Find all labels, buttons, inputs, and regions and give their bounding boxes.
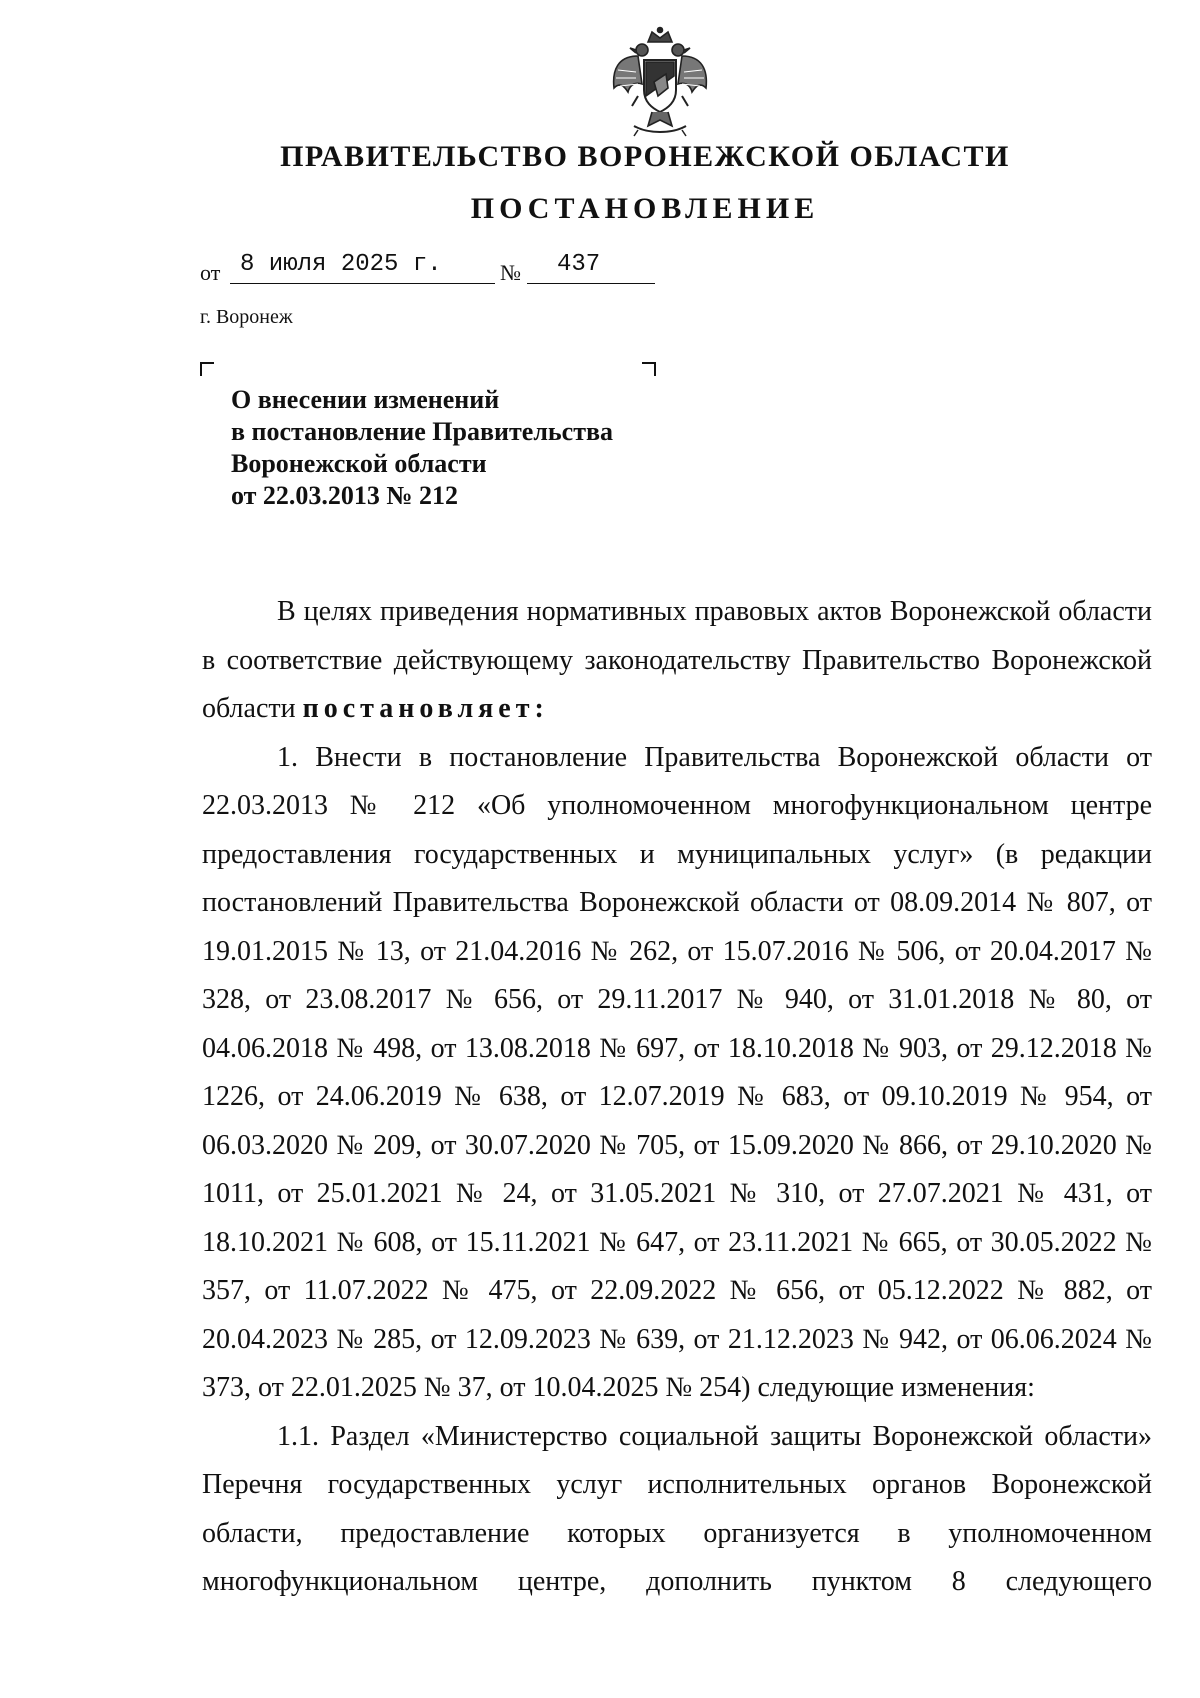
subject-line: от 22.03.2013 № 212 (231, 481, 459, 510)
date-prefix: от (200, 260, 221, 285)
item-1-1-paragraph: 1.1. Раздел «Министерство социальной защиты Воронежской области» Перечня государственных услуг исполнительных органов Воронежской области, предоставление которых организуется в уполномоченном многофункциональном центре, дополнить пунктом 8 следующего (202, 1420, 1152, 1597)
document-body (202, 588, 1152, 1607)
date-number-line (200, 250, 720, 290)
government-title: ПРАВИТЕЛЬСТВО ВОРОНЕЖСКОЙ ОБЛАСТИ (280, 140, 1010, 173)
subject-line: Воронежской области (231, 449, 487, 478)
document-date: 8 июля 2025 г. (230, 250, 495, 284)
item-1-paragraph: 1. Внести в постановление Правительства Воронежской области от 22.03.2013 № 212 «Об уполномоченном многофункциональном центре предоставления государственных и муниципальных услуг» (в редакции постановлений Правительства Воронежской области от 08.09.2014 № 807, от 19.01.2015 № 13, от 21.04.2016 № 262, от 15.07.2016 № 506, от 20.04.2017 № 328, от 23.08.2017 № 656, от 29.11.2017 № 940, от 31.01.2018 № 80, от 04.06.2018 № 498, от 13.08.2018 № 697, от 18.10.2018 № 903, от 29.12.2018 № 1226, от 24.06.2019 № 638, от 12.07.2019 № 683, от 09.10.2019 № 954, от 06.03.2020 № 209, от 30.07.2020 № 705, от 15.09.2020 № 866, от 29.10.2020 № 1011, от 25.01.2021 № 24, от 31.05.2021 № 310, от 27.07.2021 № 431, от 18.10.2021 № 608, от 15.11.2021 № 647, от 23.11.2021 № 665, от 30.05.2022 № 357, от 11.07.2022 № 475, от 22.09.2022 № 656, от 05.12.2022 № 882, от 20.04.2023 № 285, от 12.09.2023 № 639, от 21.12.2023 № 942, от 06.06.2024 № 373, от 22.01.2025 № 37, от 10.04.2025 № 254) следующие изменения: (202, 741, 1152, 1403)
document-number: 437 (527, 250, 655, 284)
preamble-paragraph (202, 588, 1152, 734)
document-subject (231, 384, 691, 512)
coat-of-arms-icon (608, 26, 712, 138)
document-type: ПОСТАНОВЛЕНИЕ (470, 192, 820, 225)
subject-line: в постановление Правительства (231, 417, 614, 446)
preamble-text: В целях приведения нормативных правовых актов Воронежской области в соответствие действующему законодательству Правительство Воронежской области (202, 596, 1152, 724)
number-prefix: № (500, 260, 521, 285)
city: г. Воронеж (200, 306, 293, 328)
subject-corner-left (200, 362, 214, 376)
subject-corner-right (642, 362, 656, 376)
subject-line: О внесении изменений (231, 385, 500, 414)
decree-word: постановляет: (302, 693, 549, 724)
